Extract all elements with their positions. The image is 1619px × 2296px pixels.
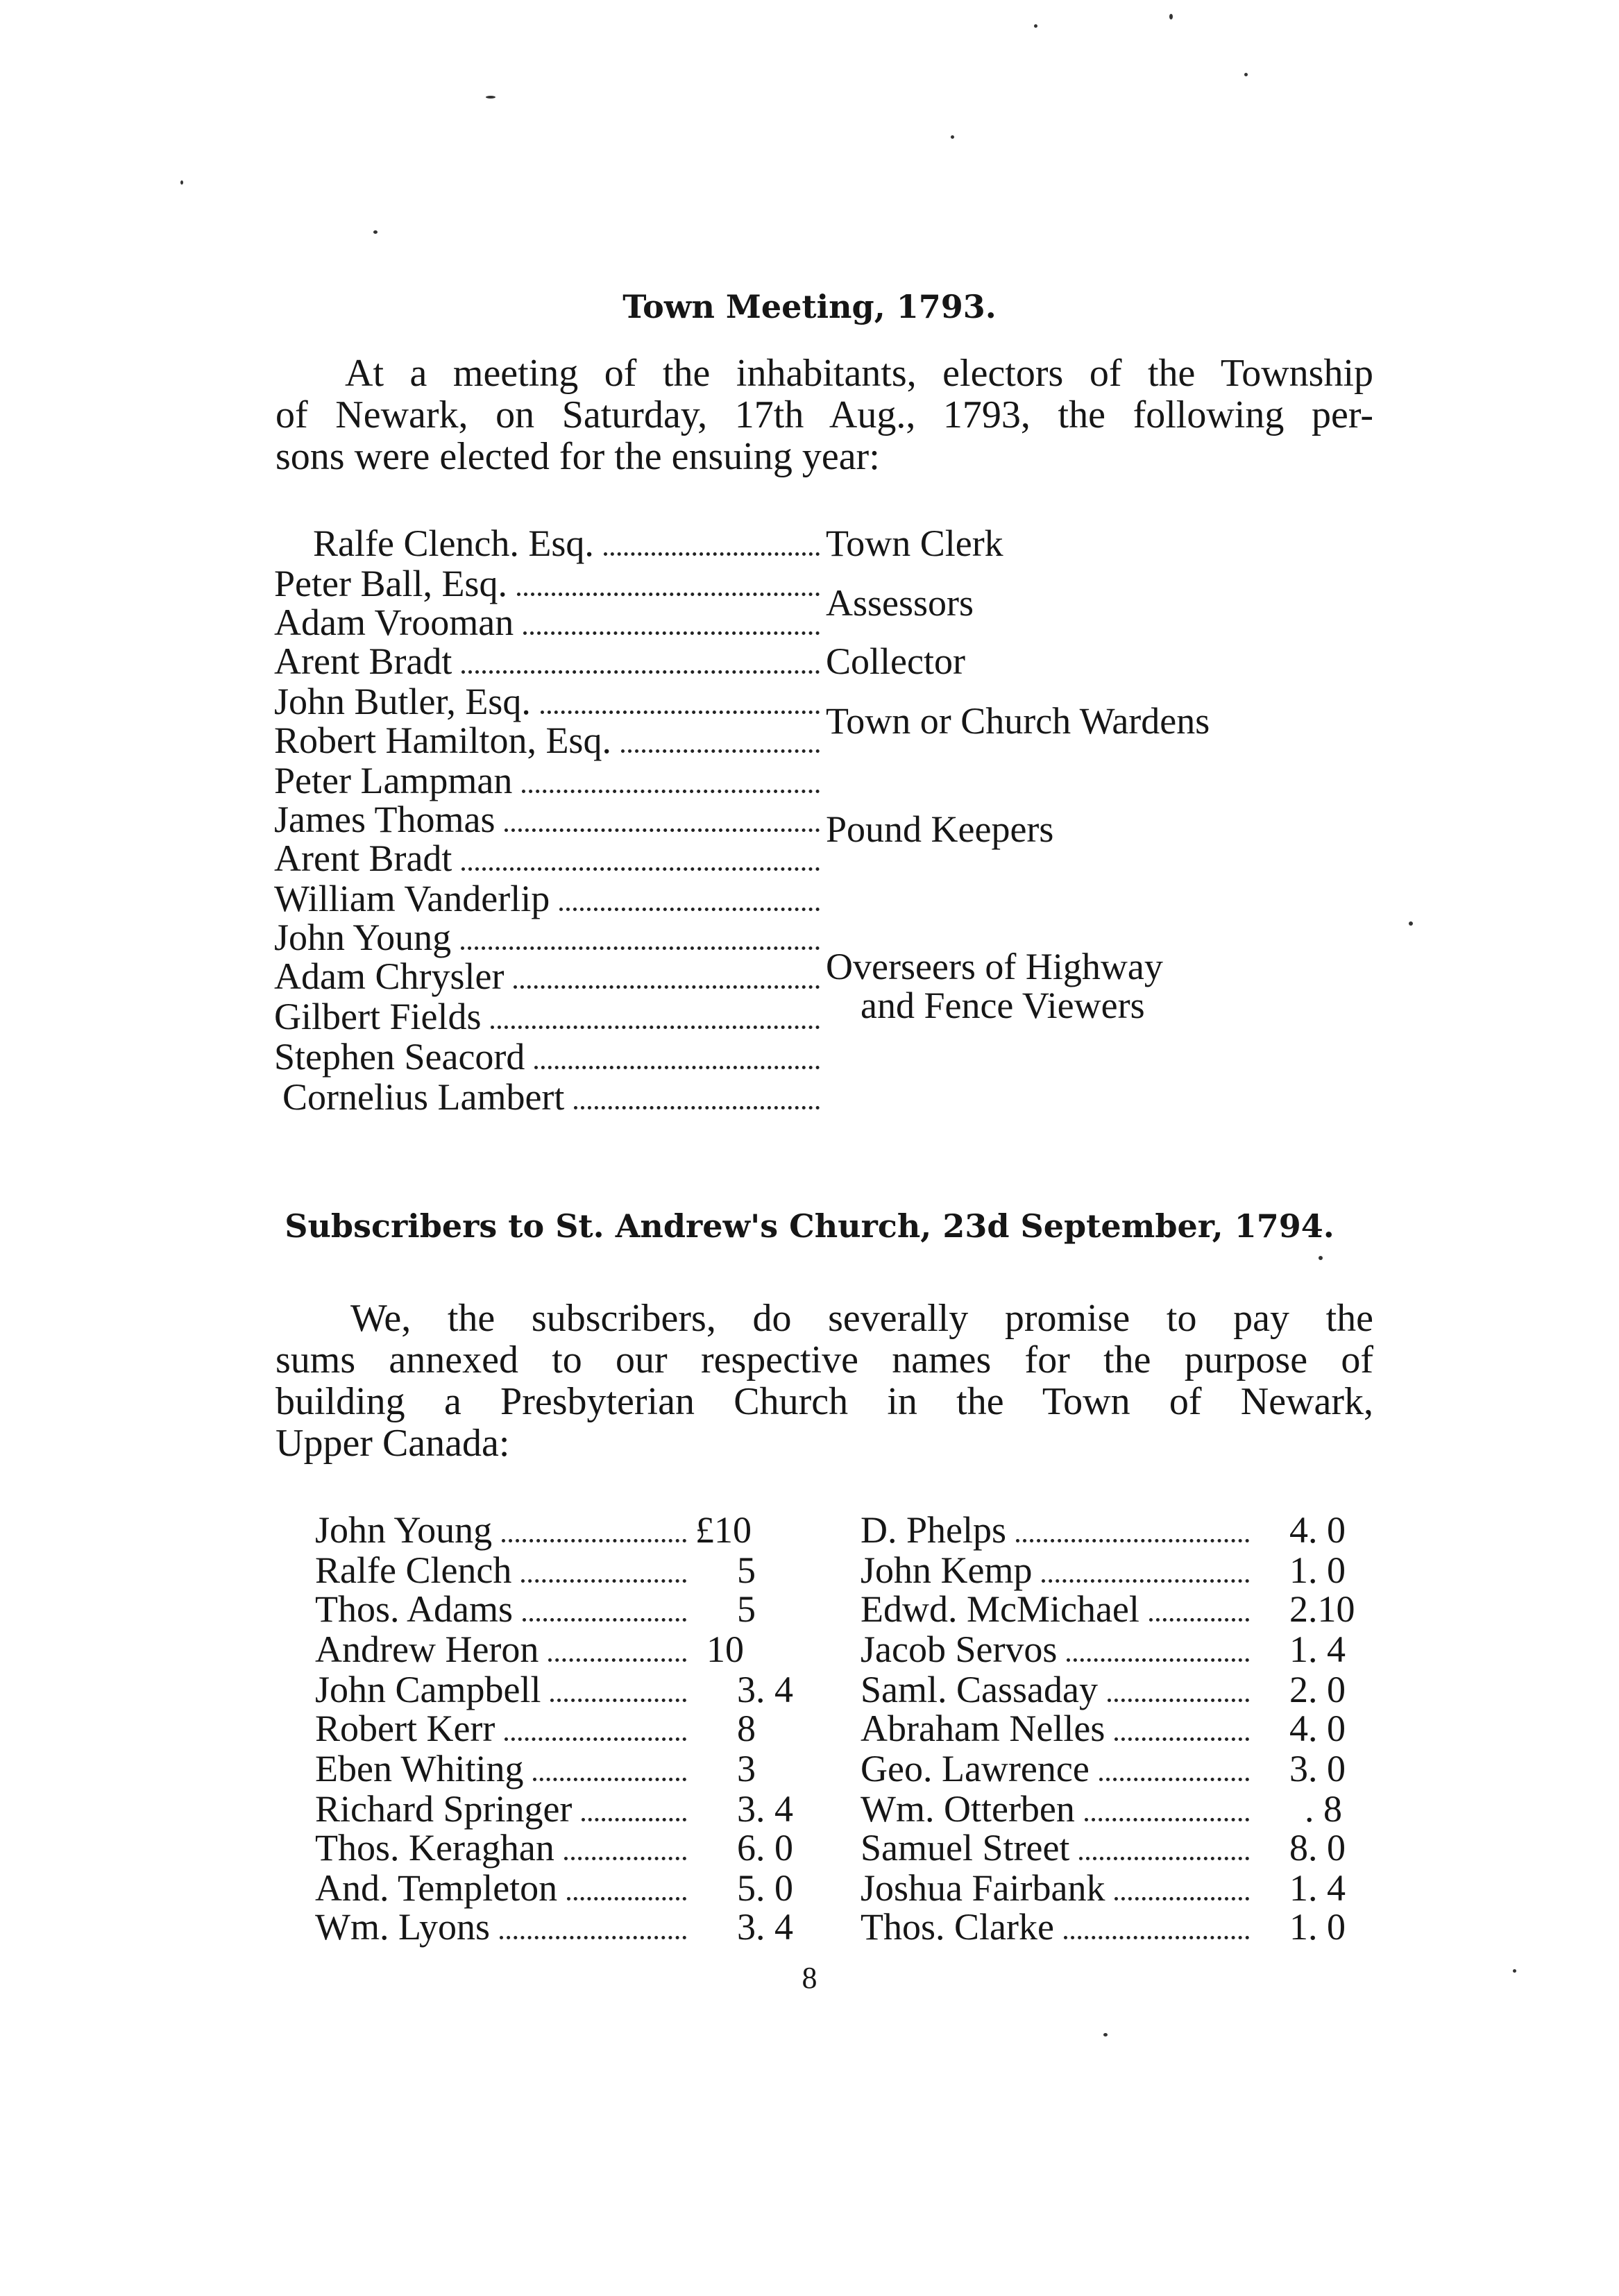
officer-row	[274, 1075, 822, 1118]
subscriber-amount: 8	[737, 1708, 756, 1749]
dot-leader	[1079, 1857, 1249, 1860]
town-meeting-heading: Town Meeting, 1793.	[622, 288, 997, 325]
subscriber-amount: 5. 0	[737, 1867, 793, 1909]
dot-leader	[521, 1579, 686, 1583]
officer-name: John Young	[274, 917, 452, 958]
subscriber-name: Thos. Adams	[315, 1588, 514, 1630]
officer-row	[274, 601, 822, 643]
subscriber-amount: 4. 0	[1289, 1509, 1346, 1551]
scan-speck	[1244, 73, 1248, 76]
subscriber-row	[315, 1668, 693, 1710]
officer-row	[274, 955, 822, 997]
subscriber-name: And. Templeton	[315, 1867, 558, 1909]
dot-leader	[582, 1818, 686, 1821]
officer-row	[274, 562, 822, 604]
intro-line: of Newark, on Saturday, 17th Aug., 1793, the following per-	[276, 393, 1373, 436]
officer-row	[274, 798, 822, 840]
officer-row	[274, 995, 822, 1037]
scan-speck	[1103, 2033, 1108, 2036]
officer-name: Adam Chrysler	[274, 955, 505, 997]
subscriber-row	[861, 1668, 1256, 1710]
dot-leader	[522, 790, 820, 793]
office-wardens: Town or Church Wardens	[826, 700, 1210, 742]
subscriber-name: Andrew Heron	[315, 1629, 539, 1670]
officer-row	[274, 916, 822, 958]
dot-leader	[541, 711, 820, 714]
dot-leader	[491, 1026, 820, 1029]
subscriber-amount: 3. 0	[1289, 1748, 1346, 1789]
subscriber-name: Abraham Nelles	[861, 1708, 1105, 1749]
subscriber-name: Eben Whiting	[315, 1748, 524, 1789]
dot-leader	[1064, 1936, 1249, 1939]
dot-leader	[461, 670, 820, 674]
dot-leader	[533, 1778, 686, 1781]
office-overseers-line2: and Fence Viewers	[861, 985, 1145, 1026]
dot-leader	[1085, 1818, 1249, 1821]
office-town-clerk: Town Clerk	[826, 522, 1003, 564]
subscriber-row	[861, 1826, 1256, 1869]
intro-line: sums annexed to our respective names for the purpose of	[276, 1338, 1373, 1381]
subscriber-row	[315, 1707, 693, 1749]
officer-name: John Butler, Esq.	[274, 681, 531, 722]
scan-speck	[373, 230, 378, 234]
subscriber-amount: 8. 0	[1289, 1827, 1346, 1869]
officer-name: Robert Hamilton, Esq.	[274, 720, 611, 761]
subscriber-name: Edwd. McMichael	[861, 1588, 1139, 1630]
subscriber-amount: 5	[737, 1588, 756, 1630]
subscriber-name: Samuel Street	[861, 1827, 1070, 1869]
subscriber-amount: 3. 4	[737, 1906, 793, 1948]
scan-speck	[1409, 921, 1413, 926]
dot-leader	[461, 946, 820, 950]
subscriber-row	[315, 1826, 693, 1869]
intro-line: At a meeting of the inhabitants, electors of the Township	[345, 352, 1373, 395]
subscriber-row	[861, 1866, 1256, 1909]
subscriber-name: John Young	[315, 1509, 493, 1551]
subscriber-amount: 6. 0	[737, 1827, 793, 1869]
officer-name: Arent Bradt	[274, 837, 452, 879]
subscriber-amount: 3. 4	[737, 1788, 793, 1830]
officer-name: William Vanderlip	[274, 878, 550, 919]
subscriber-row	[861, 1787, 1256, 1830]
dot-leader	[1099, 1778, 1249, 1781]
dot-leader	[1042, 1579, 1249, 1583]
subscriber-amount: 10	[706, 1629, 744, 1670]
subscriber-row	[315, 1508, 693, 1551]
subscribers-heading: Subscribers to St. Andrew's Church, 23d September, 1794.	[285, 1207, 1334, 1245]
dot-leader	[500, 1936, 686, 1939]
dot-leader	[505, 828, 820, 832]
subscriber-row	[315, 1905, 693, 1948]
intro-line: building a Presbyterian Church in the Town of Newark,	[276, 1380, 1373, 1423]
officer-row	[274, 837, 822, 879]
dot-leader	[564, 1857, 686, 1860]
subscriber-amount: . 8	[1305, 1788, 1342, 1830]
officer-name: Peter Ball, Esq.	[274, 563, 507, 604]
dot-leader	[1016, 1539, 1249, 1542]
scan-speck	[1034, 24, 1037, 28]
scan-speck	[1319, 1256, 1323, 1260]
officer-name: Cornelius Lambert	[282, 1076, 565, 1118]
dot-leader	[548, 1658, 686, 1662]
subscriber-row	[861, 1747, 1256, 1789]
dot-leader	[550, 1699, 686, 1702]
subscriber-amount: 4. 0	[1289, 1708, 1346, 1749]
officer-row	[274, 877, 822, 919]
subscriber-name: Thos. Clarke	[861, 1906, 1054, 1948]
subscriber-name: Wm. Otterben	[861, 1788, 1075, 1830]
dot-leader	[523, 1618, 686, 1622]
dot-leader	[1149, 1618, 1249, 1622]
subscriber-amount: 1. 0	[1289, 1549, 1346, 1591]
dot-leader	[502, 1539, 686, 1542]
subscriber-amount: £10	[695, 1509, 752, 1551]
subscriber-name: Ralfe Clench	[315, 1549, 512, 1591]
subscriber-row	[315, 1628, 693, 1670]
subscriber-row	[861, 1588, 1256, 1630]
subscriber-name: Richard Springer	[315, 1788, 573, 1830]
subscriber-name: Robert Kerr	[315, 1708, 495, 1749]
subscriber-row	[861, 1508, 1256, 1551]
subscriber-amount: 2. 0	[1289, 1669, 1346, 1710]
town-meeting-intro	[276, 352, 1373, 477]
dot-leader	[1108, 1699, 1249, 1702]
subscriber-row	[861, 1707, 1256, 1749]
subscriber-row	[861, 1905, 1256, 1948]
officer-row	[274, 1035, 822, 1078]
subscriber-amount: 5	[737, 1549, 756, 1591]
officer-name: Peter Lampman	[274, 760, 513, 801]
subscriber-row	[861, 1628, 1256, 1670]
subscriber-name: Wm. Lyons	[315, 1906, 490, 1948]
subscriber-name: D. Phelps	[861, 1509, 1007, 1551]
officer-name: Ralfe Clench. Esq.	[313, 522, 594, 564]
officer-name: James Thomas	[274, 799, 495, 840]
officer-row	[274, 759, 822, 801]
office-collector: Collector	[826, 640, 965, 682]
officer-row	[274, 719, 822, 761]
intro-line: We, the subscribers, do severally promise to pay the	[350, 1297, 1373, 1340]
subscriber-name: Thos. Keraghan	[315, 1827, 554, 1869]
intro-line: Upper Canada:	[276, 1422, 510, 1465]
officer-name: Arent Bradt	[274, 640, 452, 682]
dot-leader	[559, 908, 820, 911]
intro-line: sons were elected for the ensuing year:	[276, 435, 880, 478]
subscriber-name: Joshua Fairbank	[861, 1867, 1105, 1909]
subscriber-name: Geo. Lawrence	[861, 1748, 1090, 1789]
dot-leader	[517, 593, 820, 596]
subscriber-row	[315, 1549, 693, 1591]
officer-name: Gilbert Fields	[274, 996, 482, 1037]
officer-name: Adam Vrooman	[274, 602, 514, 643]
officer-row	[274, 640, 822, 682]
dot-leader	[1114, 1897, 1249, 1900]
dot-leader	[621, 749, 820, 753]
subscriber-name: Saml. Cassaday	[861, 1669, 1098, 1710]
subscriber-row	[315, 1787, 693, 1830]
subscribers-intro	[276, 1298, 1373, 1464]
dot-leader	[604, 552, 820, 556]
subscriber-name: John Campbell	[315, 1669, 541, 1710]
subscriber-amount: 3	[737, 1748, 756, 1789]
dot-leader	[461, 867, 820, 871]
subscriber-row	[315, 1866, 693, 1909]
scan-speck	[486, 96, 495, 99]
dot-leader	[523, 631, 820, 635]
office-overseers-line1: Overseers of Highway	[826, 946, 1163, 987]
dot-leader	[574, 1106, 820, 1109]
scan-speck	[180, 180, 183, 185]
dot-leader	[1067, 1658, 1249, 1662]
subscriber-row	[315, 1588, 693, 1630]
dot-leader	[534, 1066, 820, 1069]
subscriber-amount: 1. 4	[1289, 1629, 1346, 1670]
officer-row	[274, 680, 822, 722]
dot-leader	[505, 1737, 686, 1741]
scan-speck	[1169, 14, 1173, 19]
subscriber-row	[861, 1549, 1256, 1591]
page-number: 8	[802, 1961, 817, 1995]
subscriber-name: Jacob Servos	[861, 1629, 1058, 1670]
office-assessors: Assessors	[826, 582, 974, 624]
dot-leader	[1114, 1737, 1249, 1741]
subscriber-row	[315, 1747, 693, 1789]
dot-leader	[514, 985, 820, 989]
officer-name: Stephen Seacord	[274, 1036, 525, 1078]
subscriber-amount: 2.10	[1289, 1588, 1355, 1630]
office-pound-keepers: Pound Keepers	[826, 808, 1054, 850]
scan-speck	[951, 135, 954, 139]
dot-leader	[567, 1897, 686, 1900]
officer-row	[274, 522, 822, 564]
subscriber-name: John Kemp	[861, 1549, 1033, 1591]
subscriber-amount: 1. 0	[1289, 1906, 1346, 1948]
subscriber-amount: 3. 4	[737, 1669, 793, 1710]
subscriber-amount: 1. 4	[1289, 1867, 1346, 1909]
